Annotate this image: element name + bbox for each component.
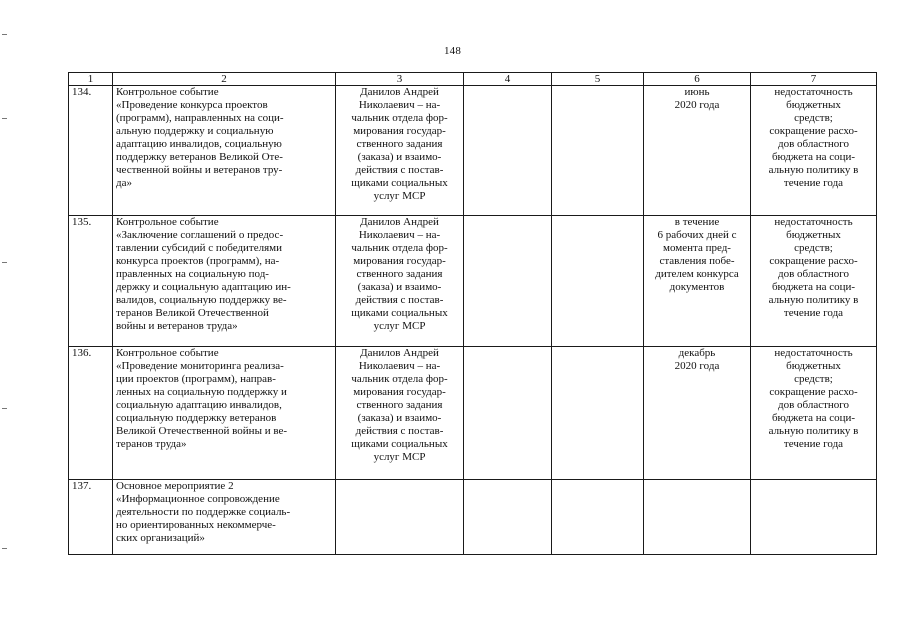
cell-text-line: бюджета на соци-: [771, 412, 856, 424]
column-header-2: 2: [113, 73, 336, 86]
cell-text-line: сокращение расхо-: [769, 255, 858, 267]
deadline-cell: [644, 480, 751, 555]
cell-text-line: документов: [669, 281, 725, 293]
cell-text-line: Великой Отечественной войны и ве-: [116, 425, 288, 437]
cell-text-line: бюджетных: [786, 229, 841, 241]
table-body: [69, 86, 877, 555]
cell-text-line: услуг МСР: [373, 320, 426, 332]
deadline-cell: [644, 216, 751, 347]
column-header-3: 3: [336, 73, 464, 86]
page-number: 148: [443, 45, 462, 57]
cell-text-line: «Заключение соглашений о предос-: [116, 229, 284, 241]
cell-text-line: альную политику в: [768, 294, 859, 306]
table-row: [69, 347, 877, 480]
cell-text-line: средств;: [794, 112, 833, 124]
column-4-cell: [464, 86, 552, 216]
deadline-cell: [644, 347, 751, 480]
cell-text-line: альную политику в: [768, 164, 859, 176]
column-header-5: 5: [552, 73, 644, 86]
cell-text-line: деятельности по поддержке социаль-: [116, 506, 291, 518]
cell-text-line: щиками социальных: [351, 438, 448, 450]
cell-text-line: услуг МСР: [373, 190, 426, 202]
cell-text-line: чальник отдела фор-: [351, 242, 448, 254]
risk-cell: [751, 86, 877, 216]
cell-text-line: Данилов Андрей: [360, 86, 439, 98]
header-row: [69, 73, 877, 86]
cell-text-line: Данилов Андрей: [360, 347, 439, 359]
cell-text-line: но ориентированных некоммерче-: [116, 519, 276, 531]
cell-text-line: дов областного: [777, 399, 850, 411]
cell-text-line: ции проектов (программ), направ-: [116, 373, 276, 385]
cell-text-line: течение года: [783, 438, 844, 450]
cell-text-line: средств;: [794, 242, 833, 254]
event-description-cell: [113, 86, 336, 216]
cell-text-line: теранов труда»: [116, 438, 187, 450]
column-4-cell: [464, 347, 552, 480]
cell-text-line: недостаточность: [774, 347, 853, 359]
column-5-cell: [552, 86, 644, 216]
cell-text-line: сокращение расхо-: [769, 125, 858, 137]
risk-cell: [751, 216, 877, 347]
cell-text-line: Контрольное событие: [116, 216, 219, 228]
cell-text-line: чальник отдела фор-: [351, 112, 448, 124]
cell-text-line: Николаевич – на-: [358, 229, 441, 241]
cell-text-line: альную политику в: [768, 425, 859, 437]
scan-edge-mark: [2, 262, 7, 263]
cell-text-line: недостаточность: [774, 216, 853, 228]
cell-text-line: действия с постав-: [355, 425, 444, 437]
cell-text-line: чественной войны и ветеранов тру-: [116, 164, 283, 176]
column-header-7: 7: [751, 73, 877, 86]
cell-text-line: валидов, социальную поддержку ве-: [116, 294, 287, 306]
responsible-person-cell: [336, 86, 464, 216]
cell-text-line: социальную поддержку ветеранов: [116, 412, 277, 424]
cell-text-line: 2020 года: [674, 360, 720, 372]
column-5-cell: [552, 347, 644, 480]
cell-text-line: поддержку ветеранов Великой Оте-: [116, 151, 283, 163]
cell-text-line: чальник отдела фор-: [351, 373, 448, 385]
cell-text-line: бюджетных: [786, 99, 841, 111]
row-number: 136.: [69, 347, 113, 480]
scan-edge-mark: [2, 34, 7, 35]
cell-text-line: социальную адаптацию инвалидов,: [116, 399, 282, 411]
cell-text-line: (заказа) и взаимо-: [357, 151, 442, 163]
column-header-4: 4: [464, 73, 552, 86]
cell-text-line: конкурса проектов (программ), на-: [116, 255, 280, 267]
cell-text-line: ленных на социальную поддержку и: [116, 386, 287, 398]
cell-text-line: 2020 года: [674, 99, 720, 111]
scan-edge-mark: [2, 408, 7, 409]
cell-text-line: Основное мероприятие 2: [116, 480, 234, 492]
cell-text-line: средств;: [794, 373, 833, 385]
cell-text-line: ственного задания: [356, 138, 443, 150]
row-number: 137.: [69, 480, 113, 555]
column-4-cell: [464, 480, 552, 555]
column-header-6: 6: [644, 73, 751, 86]
responsible-person-cell: [336, 347, 464, 480]
cell-text-line: адаптацию инвалидов, социальную: [116, 138, 282, 150]
cell-text-line: дителем конкурса: [655, 268, 739, 280]
cell-text-line: сокращение расхо-: [769, 386, 858, 398]
cell-text-line: течение года: [783, 177, 844, 189]
cell-text-line: ских организаций»: [116, 532, 205, 544]
cell-text-line: альную поддержку и социальную: [116, 125, 274, 137]
deadline-cell: [644, 86, 751, 216]
cell-text-line: недостаточность: [774, 86, 853, 98]
cell-text-line: момента пред-: [663, 242, 731, 254]
cell-text-line: щиками социальных: [351, 307, 448, 319]
cell-text-line: бюджета на соци-: [771, 151, 856, 163]
cell-text-line: мирования государ-: [353, 255, 446, 267]
cell-text-line: «Проведение конкурса проектов: [116, 99, 268, 111]
cell-text-line: «Информационное сопровождение: [116, 493, 280, 505]
column-5-cell: [552, 216, 644, 347]
cell-text-line: мирования государ-: [353, 125, 446, 137]
cell-text-line: действия с постав-: [355, 164, 444, 176]
cell-text-line: Контрольное событие: [116, 86, 219, 98]
cell-text-line: ставления побе-: [659, 255, 735, 267]
cell-text-line: «Проведение мониторинга реализа-: [116, 360, 284, 372]
responsible-person-cell: [336, 480, 464, 555]
cell-text-line: щиками социальных: [351, 177, 448, 189]
cell-text-line: ственного задания: [356, 399, 443, 411]
responsible-person-cell: [336, 216, 464, 347]
event-description-cell: [113, 216, 336, 347]
cell-text-line: держку и социальную адаптацию ин-: [116, 281, 291, 293]
cell-text-line: июнь: [684, 86, 710, 98]
row-number: 135.: [69, 216, 113, 347]
cell-text-line: войны и ветеранов труда»: [116, 320, 238, 332]
cell-text-line: дов областного: [777, 138, 850, 150]
column-4-cell: [464, 216, 552, 347]
cell-text-line: бюджетных: [786, 360, 841, 372]
cell-text-line: (заказа) и взаимо-: [357, 281, 442, 293]
column-5-cell: [552, 480, 644, 555]
cell-text-line: 6 рабочих дней с: [657, 229, 737, 241]
cell-text-line: услуг МСР: [373, 451, 426, 463]
cell-text-line: теранов Великой Отечественной: [116, 307, 269, 319]
cell-text-line: в течение: [674, 216, 720, 228]
cell-text-line: действия с постав-: [355, 294, 444, 306]
cell-text-line: ственного задания: [356, 268, 443, 280]
cell-text-line: течение года: [783, 307, 844, 319]
cell-text-line: Николаевич – на-: [358, 360, 441, 372]
event-description-cell: [113, 347, 336, 480]
risk-cell: [751, 480, 877, 555]
scan-edge-mark: [2, 118, 7, 119]
table-row: [69, 216, 877, 347]
cell-text-line: Контрольное событие: [116, 347, 219, 359]
column-header-1: 1: [69, 73, 113, 86]
scan-edge-mark: [2, 548, 7, 549]
cell-text-line: да»: [116, 177, 132, 189]
cell-text-line: дов областного: [777, 268, 850, 280]
cell-text-line: Николаевич – на-: [358, 99, 441, 111]
row-number: 134.: [69, 86, 113, 216]
plan-table: [68, 72, 877, 555]
cell-text-line: правленных на социальную под-: [116, 268, 269, 280]
cell-text-line: бюджета на соци-: [771, 281, 856, 293]
cell-text-line: тавлении субсидий с победителями: [116, 242, 283, 254]
cell-text-line: мирования государ-: [353, 386, 446, 398]
cell-text-line: Данилов Андрей: [360, 216, 439, 228]
event-description-cell: [113, 480, 336, 555]
table-row: [69, 480, 877, 555]
cell-text-line: (программ), направленных на соци-: [116, 112, 284, 124]
cell-text-line: декабрь: [678, 347, 716, 359]
risk-cell: [751, 347, 877, 480]
cell-text-line: (заказа) и взаимо-: [357, 412, 442, 424]
table-row: [69, 86, 877, 216]
